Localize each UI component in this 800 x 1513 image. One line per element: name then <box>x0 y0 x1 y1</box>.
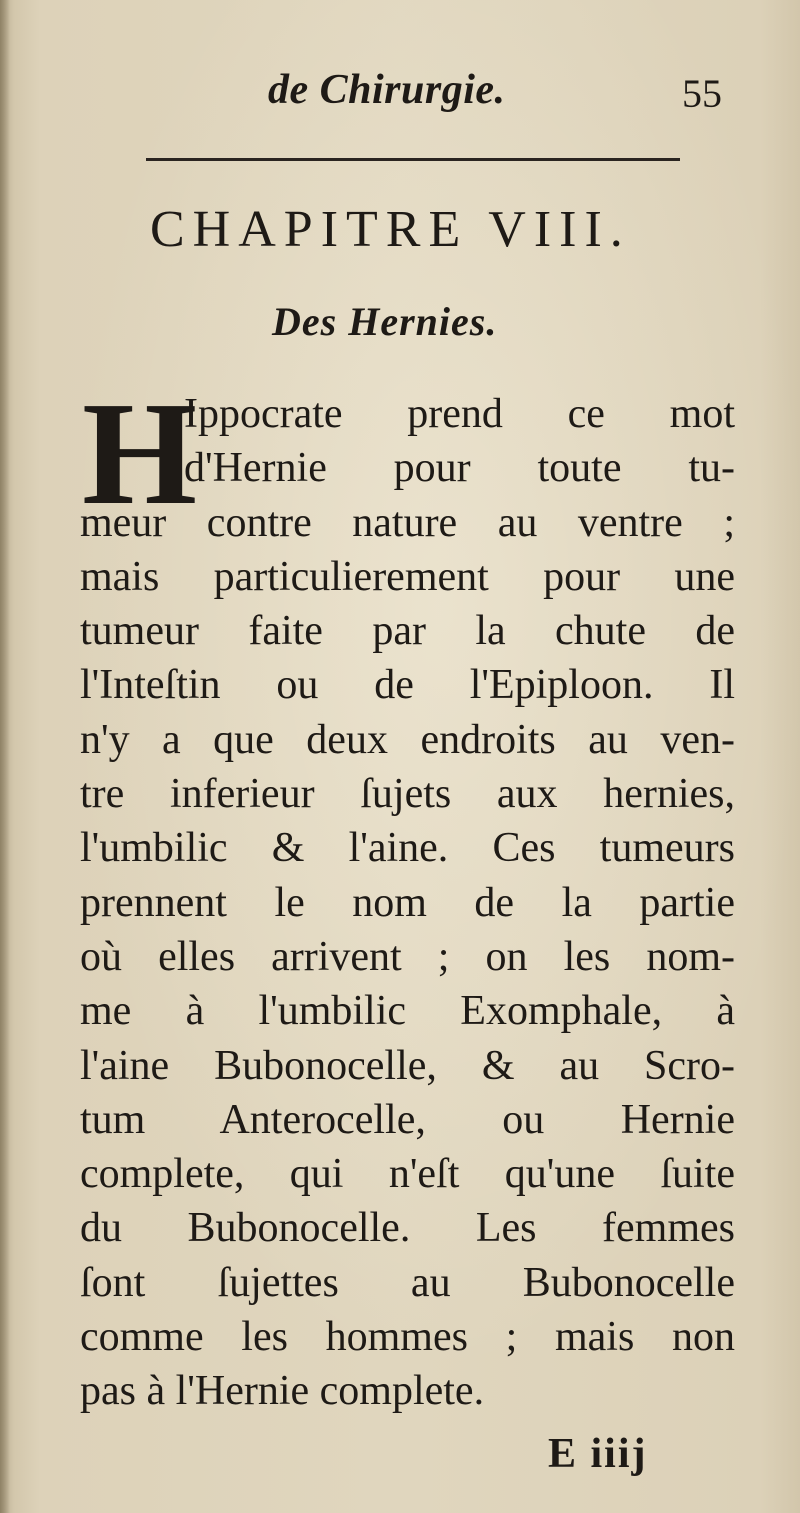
text-line: comme les hommes ; mais non <box>80 1314 735 1361</box>
page-gutter-shadow <box>0 0 10 1513</box>
text-line: l'Inteſtin ou de l'Epiploon. Il <box>80 662 735 709</box>
text-line: tumeur faite par la chute de <box>80 608 735 655</box>
text-line: ſont ſujettes au Bubonocelle <box>80 1259 735 1306</box>
text-line-last: pas à l'Hernie complete. <box>80 1368 485 1415</box>
signature-mark: E iiij <box>548 1431 648 1477</box>
text-line: tre inferieur ſujets aux hernies, <box>80 771 735 818</box>
text-line: meur contre nature au ventre ; <box>80 499 735 546</box>
chapter-title: CHAPITRE VIII. <box>150 201 631 258</box>
text-line: complete, qui n'eſt qu'une ſuite <box>80 1151 735 1198</box>
page-number: 55 <box>682 71 722 116</box>
text-line: du Bubonocelle. Les femmes <box>80 1205 735 1252</box>
text-line: où elles arrivent ; on les nom- <box>80 933 735 980</box>
text-line: d'Hernie pour toute tu- <box>184 445 735 492</box>
text-line: n'y a que deux endroits au ven- <box>80 716 735 763</box>
text-line: mais particulierement pour une <box>80 553 735 600</box>
text-line: me à l'umbilic Exomphale, à <box>80 988 735 1035</box>
section-title: Des Hernies. <box>272 299 498 344</box>
text-line: l'aine Bubonocelle, & au Scro- <box>80 1042 735 1089</box>
body-paragraph <box>80 387 735 1419</box>
header-rule <box>146 158 680 161</box>
drop-cap: H <box>82 372 196 536</box>
text-line: Ippocrate prend ce mot <box>184 391 735 437</box>
text-line: prennent le nom de la partie <box>80 879 735 926</box>
running-head: de Chirurgie. <box>268 67 506 113</box>
text-line: l'umbilic & l'aine. Ces tumeurs <box>80 825 735 872</box>
text-line: tum Anterocelle, ou Hernie <box>80 1096 735 1143</box>
